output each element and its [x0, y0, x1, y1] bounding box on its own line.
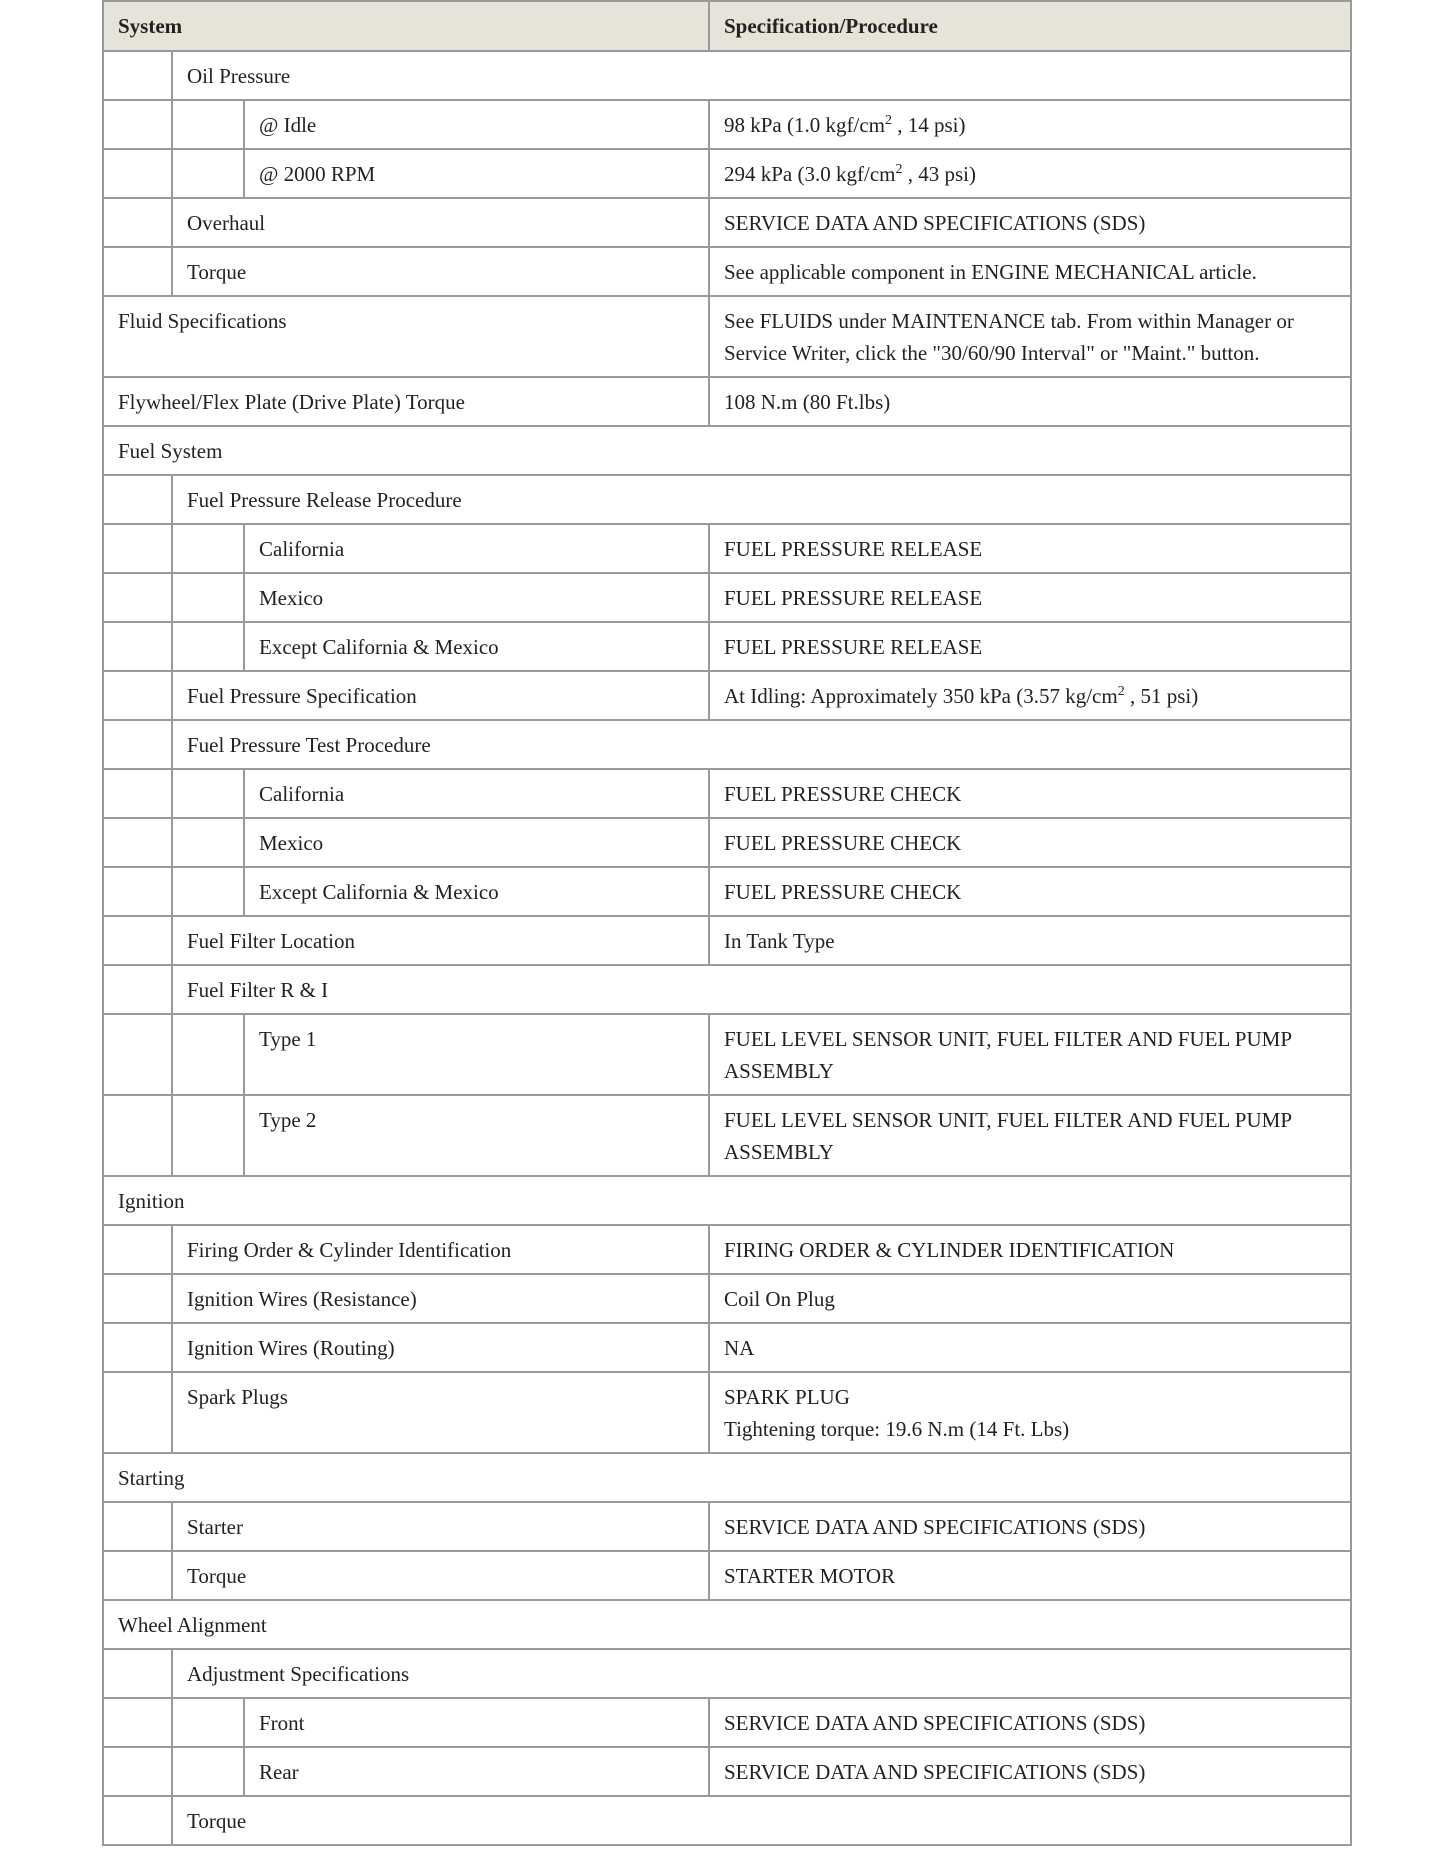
- system-label-cell: [103, 1453, 1351, 1502]
- specification-cell: [709, 1095, 1351, 1176]
- indent-cell: [172, 1747, 244, 1796]
- specification-text: Coil On Plug: [724, 1287, 835, 1311]
- indent-cell: [103, 1502, 172, 1551]
- indent-cell: [172, 573, 244, 622]
- indent-cell: [103, 867, 172, 916]
- system-label-cell: [103, 296, 709, 377]
- specification-cell: [709, 916, 1351, 965]
- indent-cell: [103, 671, 172, 720]
- table-row: [103, 573, 1351, 622]
- specification-line: ASSEMBLY: [724, 1140, 834, 1164]
- specification-text: 294 kPa (3.0 kgf/cm: [724, 162, 896, 186]
- table-row: [103, 720, 1351, 769]
- indent-cell: [172, 1014, 244, 1095]
- system-label-cell: [244, 769, 709, 818]
- table-row: [103, 1372, 1351, 1453]
- system-label-cell: [172, 475, 1351, 524]
- system-label-cell: [172, 1551, 709, 1600]
- indent-cell: [103, 573, 172, 622]
- table-row: [103, 1747, 1351, 1796]
- table-row: [103, 198, 1351, 247]
- specification-text: FUEL PRESSURE CHECK: [724, 880, 962, 904]
- specification-text: FUEL PRESSURE CHECK: [724, 831, 962, 855]
- system-label: Type 2: [259, 1108, 317, 1132]
- system-label-cell: [244, 573, 709, 622]
- system-label: Overhaul: [187, 211, 266, 235]
- indent-cell: [103, 100, 172, 149]
- superscript: 2: [884, 113, 892, 128]
- specification-text: FUEL PRESSURE RELEASE: [724, 537, 983, 561]
- system-label-cell: [172, 1323, 709, 1372]
- system-label: Except California & Mexico: [259, 635, 499, 659]
- indent-cell: [103, 524, 172, 573]
- table-body: [103, 51, 1351, 1845]
- system-label-cell: [244, 1014, 709, 1095]
- specification-cell: [709, 377, 1351, 426]
- specification-text: 108 N.m (80 Ft.lbs): [724, 390, 891, 414]
- table-row: [103, 916, 1351, 965]
- system-label: California: [259, 537, 345, 561]
- indent-cell: [103, 149, 172, 198]
- specification-cell: [709, 1502, 1351, 1551]
- specification-text-tail: , 43 psi): [902, 162, 976, 186]
- table-row: [103, 1176, 1351, 1225]
- table-row: [103, 867, 1351, 916]
- indent-cell: [172, 524, 244, 573]
- specification-line: Service Writer, click the "30/60/90 Interval" or "Maint." button.: [724, 341, 1260, 365]
- system-label: Mexico: [259, 586, 324, 610]
- table-row: [103, 965, 1351, 1014]
- specification-text: SERVICE DATA AND SPECIFICATIONS (SDS): [724, 1711, 1146, 1735]
- system-label-cell: [244, 1095, 709, 1176]
- table-row: [103, 1551, 1351, 1600]
- system-label-cell: [172, 1649, 1351, 1698]
- superscript: 2: [895, 162, 903, 177]
- system-label: Fuel Pressure Release Procedure: [187, 488, 462, 512]
- table-row: [103, 1600, 1351, 1649]
- system-label-cell: [244, 524, 709, 573]
- system-label: Torque: [187, 1564, 247, 1588]
- system-label-cell: [172, 1372, 709, 1453]
- system-label: Rear: [259, 1760, 299, 1784]
- system-label: Fuel Pressure Specification: [187, 684, 417, 708]
- system-label: Adjustment Specifications: [187, 1662, 410, 1686]
- specification-cell: [709, 1551, 1351, 1600]
- specification-cell: [709, 1225, 1351, 1274]
- system-label: @ 2000 RPM: [259, 162, 376, 186]
- system-label-cell: [244, 1747, 709, 1796]
- header-specification: Specification/Procedure: [709, 1, 1351, 51]
- table-row: [103, 1274, 1351, 1323]
- indent-cell: [103, 1323, 172, 1372]
- system-label: Torque: [187, 260, 247, 284]
- system-label-cell: [244, 622, 709, 671]
- specification-cell: [709, 1698, 1351, 1747]
- specification-cell: [709, 1747, 1351, 1796]
- system-label-cell: [172, 1274, 709, 1323]
- specification-text-tail: , 14 psi): [891, 113, 966, 137]
- indent-cell: [103, 1274, 172, 1323]
- system-label-cell: [244, 1698, 709, 1747]
- system-label-cell: [172, 965, 1351, 1014]
- specification-cell: [709, 524, 1351, 573]
- specification-cell: [709, 573, 1351, 622]
- table-row: [103, 1014, 1351, 1095]
- specification-cell: [709, 867, 1351, 916]
- table-row: [103, 1502, 1351, 1551]
- indent-cell: [103, 475, 172, 524]
- specification-cell: [709, 1274, 1351, 1323]
- system-label-cell: [172, 1796, 1351, 1845]
- system-label-cell: [244, 100, 709, 149]
- header-system: System: [103, 1, 709, 51]
- specification-line: FUEL LEVEL SENSOR UNIT, FUEL FILTER AND FUEL PUMP: [724, 1108, 1292, 1132]
- system-label-cell: [172, 1225, 709, 1274]
- specification-line: See FLUIDS under MAINTENANCE tab. From within Manager or: [724, 309, 1294, 333]
- specification-line: Tightening torque: 19.6 N.m (14 Ft. Lbs): [724, 1417, 1070, 1441]
- system-label-cell: [103, 377, 709, 426]
- system-label: Fuel Filter R & I: [187, 978, 329, 1002]
- specification-text: 98 kPa (1.0 kgf/cm: [724, 113, 885, 137]
- specification-text: SERVICE DATA AND SPECIFICATIONS (SDS): [724, 1515, 1146, 1539]
- indent-cell: [103, 1095, 172, 1176]
- system-label: Ignition: [118, 1189, 185, 1213]
- specification-cell: [709, 818, 1351, 867]
- system-label-cell: [172, 671, 709, 720]
- specification-cell: [709, 622, 1351, 671]
- table-row: [103, 51, 1351, 100]
- system-label-cell: [172, 1502, 709, 1551]
- table-row: [103, 247, 1351, 296]
- table-row: [103, 296, 1351, 377]
- indent-cell: [103, 720, 172, 769]
- table-row: [103, 475, 1351, 524]
- system-label: California: [259, 782, 345, 806]
- indent-cell: [103, 622, 172, 671]
- indent-cell: [103, 916, 172, 965]
- table-row: [103, 377, 1351, 426]
- specification-text: SERVICE DATA AND SPECIFICATIONS (SDS): [724, 1760, 1146, 1784]
- system-label-cell: [103, 1600, 1351, 1649]
- specification-cell: [709, 296, 1351, 377]
- specification-text: FIRING ORDER & CYLINDER IDENTIFICATION: [724, 1238, 1175, 1262]
- indent-cell: [103, 1747, 172, 1796]
- specification-cell: [709, 1323, 1351, 1372]
- system-label-cell: [172, 198, 709, 247]
- indent-cell: [103, 769, 172, 818]
- indent-cell: [172, 1698, 244, 1747]
- system-label: Starting: [118, 1466, 185, 1490]
- indent-cell: [103, 198, 172, 247]
- system-label: Except California & Mexico: [259, 880, 499, 904]
- system-label-cell: [172, 916, 709, 965]
- system-label: Ignition Wires (Routing): [187, 1336, 395, 1360]
- specification-text-tail: , 51 psi): [1124, 684, 1199, 708]
- spec-table-container: [102, 0, 1350, 1846]
- table-row: [103, 426, 1351, 475]
- specification-cell: [709, 149, 1351, 198]
- specification-text: See applicable component in ENGINE MECHANICAL article.: [724, 260, 1257, 284]
- system-label: Oil Pressure: [187, 64, 291, 88]
- indent-cell: [103, 818, 172, 867]
- specification-cell: [709, 198, 1351, 247]
- indent-cell: [103, 1551, 172, 1600]
- indent-cell: [172, 622, 244, 671]
- indent-cell: [172, 818, 244, 867]
- table-row: [103, 1095, 1351, 1176]
- system-label: Flywheel/Flex Plate (Drive Plate) Torque: [118, 390, 465, 414]
- specification-text: In Tank Type: [724, 929, 835, 953]
- table-row: [103, 1796, 1351, 1845]
- indent-cell: [172, 100, 244, 149]
- system-label-cell: [244, 818, 709, 867]
- table-row: [103, 1698, 1351, 1747]
- system-label: Starter: [187, 1515, 243, 1539]
- specification-cell: [709, 671, 1351, 720]
- specification-text: NA: [724, 1336, 755, 1360]
- indent-cell: [172, 149, 244, 198]
- system-label: Fluid Specifications: [118, 309, 287, 333]
- table-row: [103, 1453, 1351, 1502]
- indent-cell: [103, 1698, 172, 1747]
- indent-cell: [103, 1796, 172, 1845]
- specification-line: FUEL LEVEL SENSOR UNIT, FUEL FILTER AND FUEL PUMP: [724, 1027, 1292, 1051]
- indent-cell: [103, 1649, 172, 1698]
- specification-cell: [709, 1372, 1351, 1453]
- specification-table: [102, 0, 1352, 1846]
- indent-cell: [172, 769, 244, 818]
- table-row: [103, 1649, 1351, 1698]
- specification-text: FUEL PRESSURE CHECK: [724, 782, 962, 806]
- table-row: [103, 1225, 1351, 1274]
- system-label: Firing Order & Cylinder Identification: [187, 1238, 512, 1262]
- table-row: [103, 769, 1351, 818]
- specification-text: SERVICE DATA AND SPECIFICATIONS (SDS): [724, 211, 1146, 235]
- specification-text: FUEL PRESSURE RELEASE: [724, 635, 983, 659]
- system-label: Fuel System: [118, 439, 223, 463]
- system-label-cell: [172, 720, 1351, 769]
- table-header-row: [103, 1, 1351, 51]
- specification-cell: [709, 100, 1351, 149]
- specification-cell: [709, 247, 1351, 296]
- indent-cell: [103, 1014, 172, 1095]
- system-label: Mexico: [259, 831, 324, 855]
- system-label-cell: [103, 426, 1351, 475]
- system-label: @ Idle: [259, 113, 317, 137]
- table-row: [103, 671, 1351, 720]
- specification-line: ASSEMBLY: [724, 1059, 834, 1083]
- system-label-cell: [172, 51, 1351, 100]
- system-label-cell: [103, 1176, 1351, 1225]
- system-label: Wheel Alignment: [118, 1613, 267, 1637]
- system-label: Spark Plugs: [187, 1385, 288, 1409]
- system-label: Torque: [187, 1809, 247, 1833]
- indent-cell: [103, 1372, 172, 1453]
- indent-cell: [103, 965, 172, 1014]
- indent-cell: [103, 51, 172, 100]
- table-row: [103, 149, 1351, 198]
- specification-cell: [709, 1014, 1351, 1095]
- system-label: Fuel Filter Location: [187, 929, 355, 953]
- specification-text: At Idling: Approximately 350 kPa (3.57 kg/cm: [724, 684, 1118, 708]
- table-row: [103, 622, 1351, 671]
- specification-text: STARTER MOTOR: [724, 1564, 896, 1588]
- table-row: [103, 524, 1351, 573]
- table-row: [103, 100, 1351, 149]
- table-row: [103, 818, 1351, 867]
- indent-cell: [172, 867, 244, 916]
- system-label: Front: [259, 1711, 305, 1735]
- system-label: Ignition Wires (Resistance): [187, 1287, 417, 1311]
- table-row: [103, 1323, 1351, 1372]
- specification-line: SPARK PLUG: [724, 1385, 850, 1409]
- indent-cell: [172, 1095, 244, 1176]
- system-label-cell: [244, 867, 709, 916]
- specification-text: FUEL PRESSURE RELEASE: [724, 586, 983, 610]
- indent-cell: [103, 247, 172, 296]
- specification-cell: [709, 769, 1351, 818]
- system-label: Fuel Pressure Test Procedure: [187, 733, 431, 757]
- system-label-cell: [244, 149, 709, 198]
- system-label-cell: [172, 247, 709, 296]
- system-label: Type 1: [259, 1027, 317, 1051]
- superscript: 2: [1117, 684, 1125, 699]
- indent-cell: [103, 1225, 172, 1274]
